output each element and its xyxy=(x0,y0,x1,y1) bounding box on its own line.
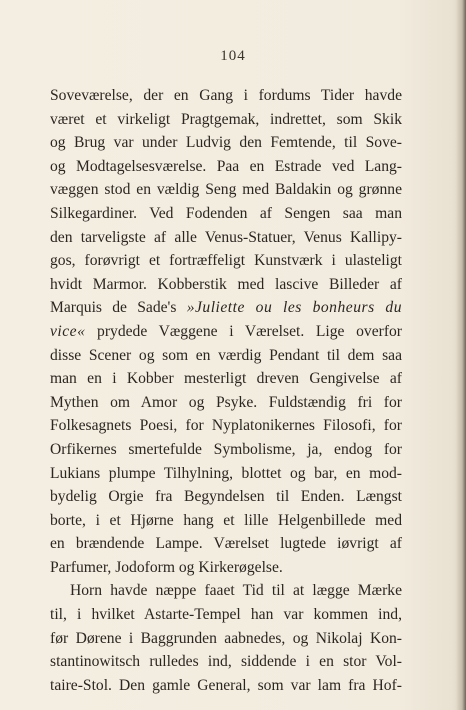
text-line: taire-Stol. Den gamle General, som var lam fra Hof- xyxy=(50,676,402,694)
text-line: borte, i et Hjørne hang et lille Helgenbillede med xyxy=(50,511,402,529)
text-line: gos, forøvrigt et fortræffeligt Kunstværk i ulasteligt xyxy=(50,252,402,270)
text-line: Soveværelse, der en Gang i fordums Tider havde xyxy=(50,87,402,104)
text-line: Lukians plumpe Tilhylning, blottet og bar, en mod- xyxy=(50,464,402,482)
text-line: Mythen om Amor og Psyke. Fuldstændig fri for xyxy=(50,393,402,411)
text-line: Parfumer, Jodoform og Kirkerøgelse. xyxy=(50,558,283,576)
text-line: og Modtagelsesværelse. Paa en Estrade ved Lang- xyxy=(50,157,402,175)
text-line: Orfikernes smertefulde Symbolisme, ja, endog for xyxy=(50,440,402,458)
text-line: en brændende Lampe. Værelset lugtede iøvrigt af xyxy=(50,535,402,553)
text-line: til, i hvilket Astarte-Tempel han var kommen ind, xyxy=(50,606,402,624)
text-line: før Dørene i Baggrunden aabnedes, og Nikolaj Kon- xyxy=(50,629,402,647)
text-line: været et virkeligt Pragtgemak, indrettet, som Skik xyxy=(50,110,402,128)
text-line: Folkesagnets Poesi, for Nyplatonikernes Filosofi, for xyxy=(50,417,402,435)
page-edge-shadow xyxy=(456,0,466,710)
book-title-italic: »Juliette ou les bonheurs du xyxy=(186,299,402,317)
text-run: prydede Væggene i Værelset. Lige overfor xyxy=(85,322,402,340)
text-line: stantinowitsch rulledes ind, siddende i en stor Vol- xyxy=(50,653,402,671)
text-line: hvidt Marmor. Kobberstik med lascive Billeder af xyxy=(50,275,402,293)
text-line: Horn havde næppe faaet Tid til at lægge Mærke xyxy=(70,582,402,600)
text-line: bydelig Orgie fra Begyndelsen til Enden. Længst xyxy=(50,488,402,506)
text-line: den tarveligste af alle Venus-Statuer, Venus Kallipy- xyxy=(50,228,402,246)
text-line: væggen stod en vældig Seng med Baldakin og grønne xyxy=(50,181,402,199)
text-line: Silkegardiner. Ved Fodenden af Sengen saa man xyxy=(50,204,402,222)
text-line: disse Scener og som en værdig Pendant til dem saa xyxy=(50,346,402,364)
text-line xyxy=(50,296,402,320)
text-run: Marquis de Sade's xyxy=(50,299,187,317)
book-title-italic: vice« xyxy=(50,322,86,340)
body-text xyxy=(50,84,402,697)
text-line: og Brug var under Ludvig den Femtende, til Sove- xyxy=(50,134,402,152)
text-line: man en i Kobber mesterligt dreven Gengivelse af xyxy=(50,370,402,388)
page-number: 104 xyxy=(220,48,246,64)
text-line xyxy=(50,320,402,344)
